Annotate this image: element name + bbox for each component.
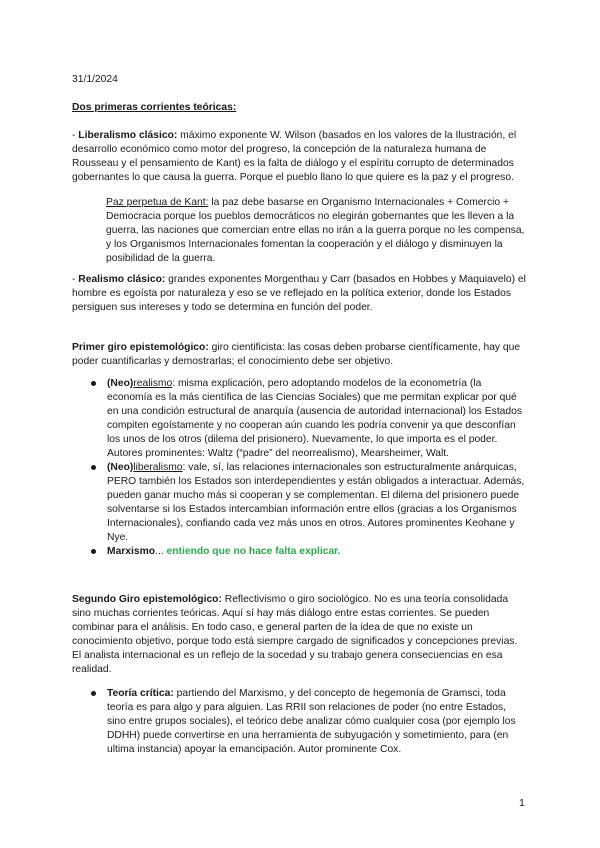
primer-giro-title: Primer giro epistemológico:: [72, 342, 209, 353]
segundo-giro-list: [72, 687, 527, 757]
neoliberalismo-title: liberalismo: [133, 462, 183, 473]
bullet-icon: [91, 549, 96, 554]
segundo-giro-title: Segundo Giro epistemológico:: [72, 594, 222, 605]
bullet-icon: [91, 381, 96, 386]
list-item: [72, 545, 527, 559]
paz-perpetua-text: la paz debe basarse en Organismo Internacionales + Comercio + Democracia porque los pueblos democráticos no elegirán gobernantes que les lleven a la guerra, las naciones que comercian entre ellas no irán a la guerra porque no les compensa, y los Organismos Internacionales fomentan la cooperación y el diálogo y disminuyen la posibilidad de la guerra.: [106, 197, 525, 264]
liberalismo-text: máximo exponente W. Wilson (basados en los valores de la Ilustración, el desarrollo económico como motor del progreso, la concepción de la naturaleza humana de Rousseau y el pensamiento de Kant) es la falta de diálogo y el espíritu corrupto de determinados gobernantes lo que causa la guerra. Porque el pueblo llano lo que quiere es la paz y el progreso.: [72, 130, 517, 183]
paz-perpetua-title: Paz perpetua de Kant:: [106, 197, 209, 208]
paz-perpetua-paragraph: [106, 196, 527, 266]
realismo-paragraph: [72, 273, 527, 315]
segundo-giro-paragraph: [72, 593, 527, 677]
realismo-text: grandes exponentes Morgenthau y Carr (basados en Hobbes y Maquiavelo) el hombre es egoísta por naturaleza y eso se ve reflejado en la política exterior, donde los Estados persiguen sus intereses y todo se determina en función del poder.: [72, 274, 526, 313]
teoria-critica-text: partiendo del Marxismo, y del concepto de hegemonía de Gramsci, toda teoría es para algo y para alguien. Las RRII son relaciones de poder (no entre Estados, sino entre grupos sociales), el teórico debe analizar cómo cualquier cosa (por ejemplo los DDHH) puede convertirse en una herramienta de subyugación y sometimiento, para (en ultima instancia) apoyar la emancipación. Autor prominente Cox.: [107, 688, 516, 755]
primer-giro-paragraph: [72, 341, 527, 369]
realismo-prefix: -: [72, 274, 79, 285]
document-body: [72, 73, 527, 757]
list-item: [72, 687, 527, 757]
marxismo-dots: ...: [155, 546, 167, 557]
bullet-icon: [91, 691, 96, 696]
primer-giro-text: giro cientificista: las cosas deben probarse científicamente, hay que poder cuantificarlas y demostrarlas; el conocimiento debe ser objetivo.: [72, 342, 521, 367]
marxismo-note: entiendo que no hace falta explicar.: [166, 546, 341, 557]
neoliberalismo-prefix: (Neo): [107, 462, 134, 473]
marxismo-title: Marxismo: [107, 546, 156, 557]
neorrealismo-text: : misma explicación, pero adoptando modelos de la econometría (la economía es la más científica de las Ciencias Sociales) que me permitan explicar por qué en una condición estructural de anarquía (ausencia de autoridad internacional) los Estados compiten egoístamente y no cooperan aún cuando les podría convenir ya que desconfían los unos de los otros (dilema del prisionero). Nuevamente, lo que importa es el poder. Autores prominentes: Waltz (“padre” del neorrealismo), Mearsheimer, Walt.: [107, 378, 523, 459]
realismo-title: Realismo clásico:: [78, 274, 166, 285]
neoliberalismo-text: : vale, sí, las relaciones internacionales son estructuralmente anárquicas, PERO también los Estados son interdependientes y están obligados a interactuar. Además, pueden ganar mucho más si cooperan y se complementan. El dilema del prisionero puede solventarse si los Estados intercambian información entre ellos (gracias a los Organismos Internacionales), confiando cada vez más unos en otros. Autores prominentes Keohane y Nye.: [107, 462, 525, 543]
teoria-critica-title: Teoría crítica:: [107, 688, 174, 699]
liberalismo-prefix: -: [72, 130, 79, 141]
page-number: 1: [519, 797, 525, 809]
liberalismo-title: Liberalismo clásico:: [78, 130, 178, 141]
primer-giro-list: [72, 377, 527, 559]
page-heading: Dos primeras corrientes teóricas:: [72, 102, 237, 113]
neorrealismo-prefix: (Neo): [107, 378, 134, 389]
bullet-icon: [91, 465, 96, 470]
date: 31/1/2024: [72, 74, 118, 85]
list-item: [72, 377, 527, 461]
liberalismo-paragraph: [72, 129, 527, 185]
neorrealismo-title: realismo: [133, 378, 173, 389]
segundo-giro-text: Reflectivismo o giro sociológico. No es una teoría consolidada sino muchas corrientes teóricas. Aquí sí hay más diálogo entre estas corrientes. Se pueden combinar para el análisis. En todo caso, e general parten de la idea de que no existe un conocimiento objetivo, porque todo está siempre cargado de significados y concepciones previas. El analista internacional es un reflejo de la socedad y su trabajo genera consecuencias en esa realidad.: [72, 594, 518, 675]
list-item: [72, 461, 527, 545]
